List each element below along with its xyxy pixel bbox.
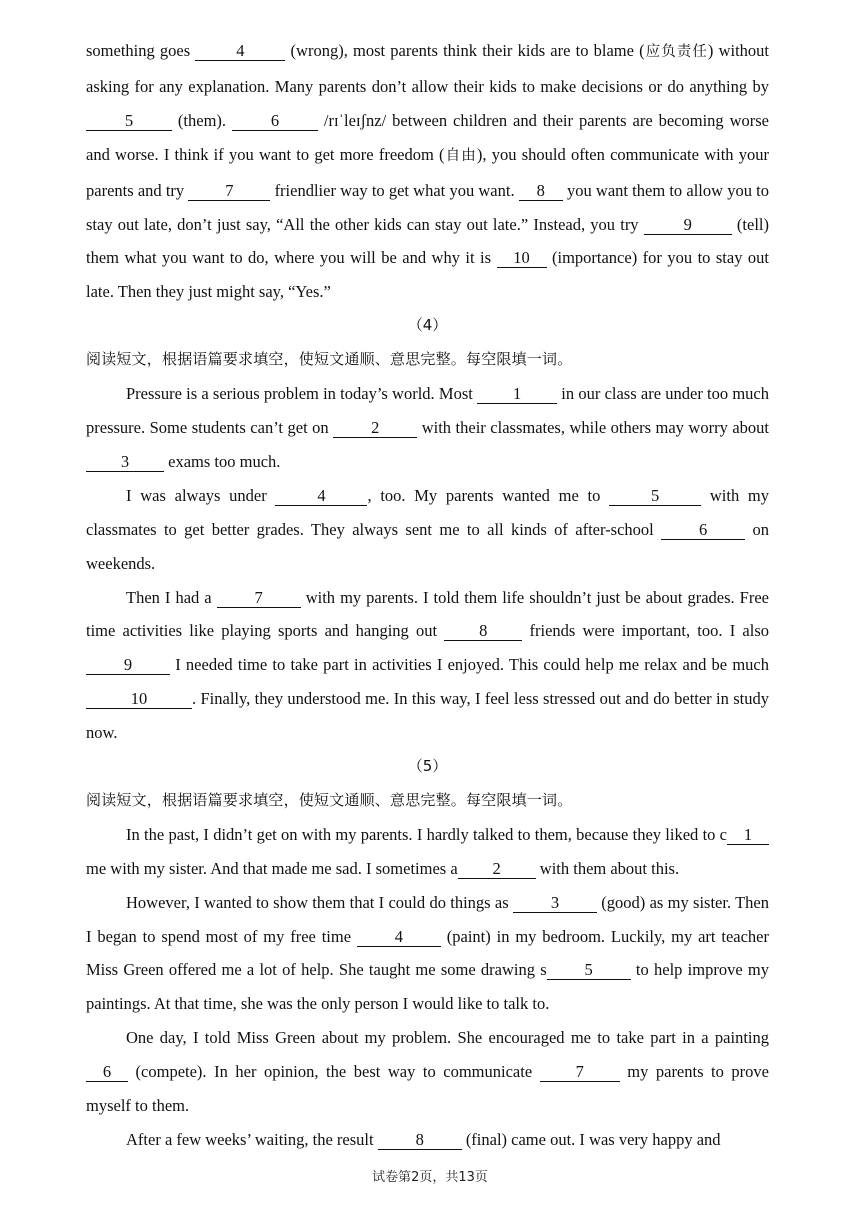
sec4-paragraph-1	[86, 377, 769, 479]
text: (paint) in my bedroom. Luckily, my art teacher Miss Green offered me a lot of help. She taught me some drawing s	[86, 926, 769, 980]
blank-4[interactable]: 4	[275, 487, 367, 506]
blank-7[interactable]: 7	[540, 1063, 620, 1082]
blank-9[interactable]: 9	[644, 216, 732, 235]
text: ), you should often communicate with your parents and try	[86, 144, 770, 200]
blank-7[interactable]: 7	[188, 182, 270, 201]
text: (importance) for you to stay out late. Then they just might say, “Yes.”	[86, 248, 769, 302]
section-title-5: （5）	[407, 757, 448, 776]
text: (final) came out. I was very happy and	[461, 1130, 721, 1149]
blank-6[interactable]: 6	[232, 112, 318, 131]
page-footer: 试卷第2页，共13页	[372, 1170, 488, 1185]
sec4-paragraph-2	[86, 479, 769, 581]
text: I needed time to take part in activities I enjoyed. This could help me relax and be much	[170, 655, 769, 675]
text: exams too much.	[164, 451, 281, 471]
text: me with my sister. And that made me sad. I sometimes a	[86, 858, 458, 878]
text: something goes	[86, 41, 196, 60]
blank-6[interactable]: 6	[86, 1063, 128, 1082]
text: my parents to prove myself to them.	[86, 1062, 769, 1116]
text: (good) as my sister. Then I began to spend most of my free time	[86, 892, 769, 946]
text: Then I had a	[126, 587, 217, 607]
blank-3[interactable]: 3	[86, 453, 164, 472]
text: After a few weeks’ waiting, the result	[126, 1130, 378, 1149]
text: (them).	[172, 110, 232, 130]
text: /rɪˈleɪʃnz/ between children and their parents are becoming worse and worse. I think if you want to get more freedom (	[86, 110, 769, 164]
text: In the past, I didn’t get on with my parents. I hardly talked to them, because they liked to c	[126, 824, 727, 844]
sec5-paragraph-4	[86, 1123, 769, 1157]
blank-9[interactable]: 9	[86, 656, 170, 675]
text: . Finally, they understood me. In this way, I feel less stressed out and do better in study now.	[86, 689, 769, 743]
text: , too. My parents wanted me to	[367, 485, 610, 505]
sec5-paragraph-2	[86, 886, 769, 1022]
text: to help improve my paintings. At that time, she was the only person I would like to talk to.	[86, 960, 769, 1014]
text: with them about this.	[535, 858, 680, 878]
blank-1[interactable]: 1	[727, 826, 769, 845]
text: with my parents. I told them life shouldn’t just be about grades. Free time activities like playing sports and hanging out	[86, 587, 769, 641]
chinese-gloss: 应负责任	[644, 44, 708, 60]
sec5-paragraph-1	[86, 818, 769, 886]
chinese-gloss: 自由	[444, 147, 477, 164]
text: friends were important, too. I also	[522, 621, 769, 641]
blank-10[interactable]: 10	[86, 690, 192, 709]
blank-8[interactable]: 8	[519, 182, 563, 201]
blank-10[interactable]: 10	[497, 249, 547, 268]
text: with their classmates, while others may worry about	[417, 417, 769, 437]
text: (wrong), most parents think their kids are to blame (	[285, 41, 645, 60]
blank-4[interactable]: 4	[357, 928, 441, 947]
text: One day, I told Miss Green about my problem. She encouraged me to take part in a painting	[126, 1028, 769, 1048]
blank-6[interactable]: 6	[661, 521, 745, 540]
text: (compete). In her opinion, the best way to communicate	[128, 1062, 540, 1082]
blank-5[interactable]: 5	[609, 487, 701, 506]
text: However, I wanted to show them that I could do things as	[126, 892, 513, 912]
blank-8[interactable]: 8	[378, 1131, 462, 1150]
blank-2[interactable]: 2	[458, 860, 536, 879]
sec3-paragraph	[86, 34, 769, 309]
blank-5[interactable]: 5	[547, 961, 631, 980]
blank-4[interactable]: 4	[195, 42, 285, 61]
text: on weekends.	[86, 519, 770, 573]
blank-7[interactable]: 7	[217, 589, 301, 608]
text: Pressure is a serious problem in today’s world. Most	[126, 384, 478, 404]
text: ) without asking for any explanation. Many parents don’t allow their kids to make decisions or do anything by	[86, 41, 769, 96]
blank-3[interactable]: 3	[513, 894, 597, 913]
sec4-paragraph-3	[86, 581, 769, 751]
sec5-paragraph-3	[86, 1021, 769, 1123]
section-instruction-4: 阅读短文，根据语篇要求填空，使短文通顺、意思完整。每空限填一词。	[86, 350, 573, 369]
section-title-4: （4）	[407, 316, 448, 335]
text: friendlier way to get what you want.	[270, 180, 519, 200]
text: you want them to allow you to stay out late, don’t just say, “All the other kids can stay out late.” Instead, you try	[86, 180, 769, 234]
section-instruction-5: 阅读短文，根据语篇要求填空，使短文通顺、意思完整。每空限填一词。	[86, 790, 573, 809]
text: in our class are under too much pressure. Some students can’t get on	[86, 384, 770, 437]
text: I was always under	[126, 485, 276, 505]
text: (tell) them what you want to do, where you will be and why it is	[86, 214, 769, 268]
text: with my classmates to get better grades. They always sent me to all kinds of after-school	[86, 485, 770, 539]
blank-2[interactable]: 2	[333, 419, 417, 438]
blank-5[interactable]: 5	[86, 112, 172, 131]
blank-8[interactable]: 8	[444, 622, 522, 641]
blank-1[interactable]: 1	[477, 385, 557, 404]
